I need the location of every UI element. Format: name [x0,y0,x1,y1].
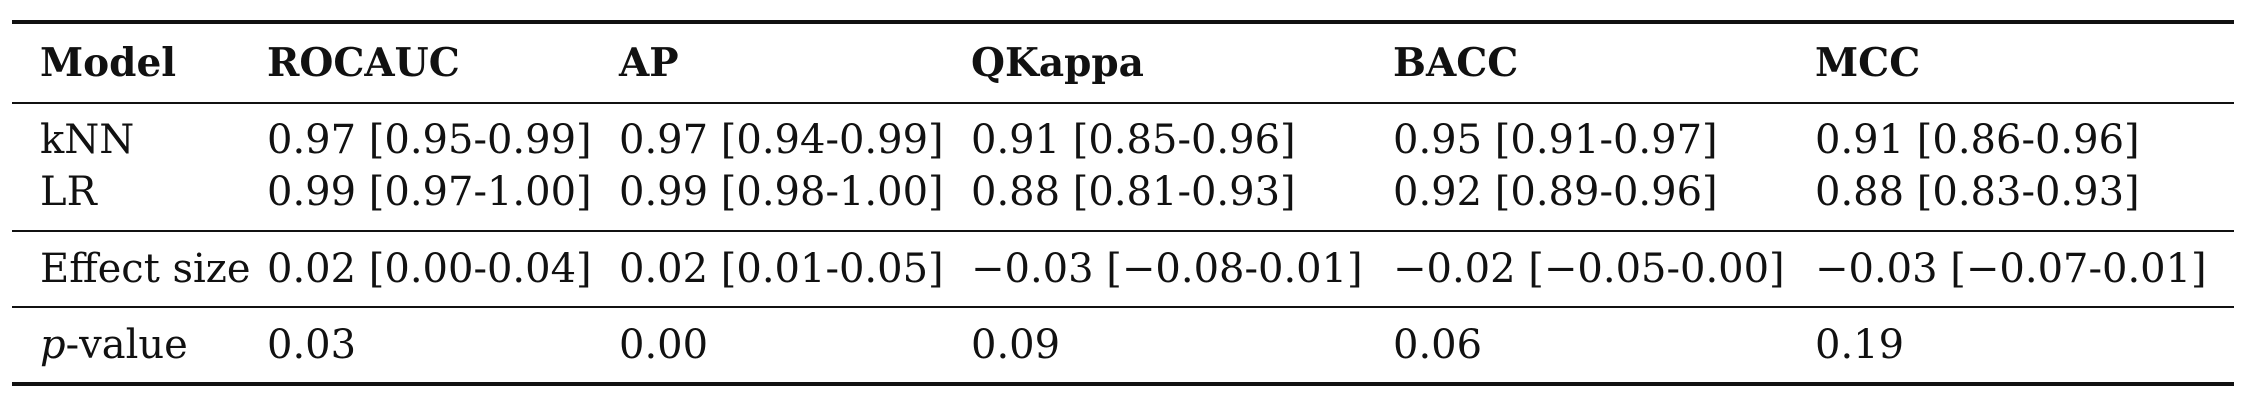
row-label: Effect size [40,246,251,292]
table-cell: 0.02 [0.01-0.05] [619,246,944,292]
table-header-row [12,24,2234,102]
header-ap: AP [619,40,679,86]
table-row-p-value [12,308,2234,382]
table-cell: 0.88 [0.81-0.93] [971,169,1296,215]
table-cell: 0.99 [0.97-1.00] [267,169,592,215]
row-label: LR [40,169,97,215]
table-row-effect-size [12,232,2234,306]
table-cell: 0.88 [0.83-0.93] [1815,169,2140,215]
bottom-rule [12,382,2234,386]
table-cell: 0.99 [0.98-1.00] [619,169,944,215]
header-qkappa: QKappa [971,40,1144,86]
model-rows [12,104,2234,230]
table-cell: 0.97 [0.95-0.99] [267,117,592,163]
header-rocauc: ROCAUC [267,40,460,86]
table-cell: −0.02 [−0.05-0.00] [1393,246,1785,292]
table-cell: −0.03 [−0.08-0.01] [971,246,1363,292]
header-bacc: BACC [1393,40,1519,86]
table-cell: 0.06 [1393,322,1483,368]
table-cell: 0.97 [0.94-0.99] [619,117,944,163]
table-cell: 0.91 [0.86-0.96] [1815,117,2140,163]
table-row-lr [12,166,2234,218]
row-label: kNN [40,117,135,163]
table-cell: 0.92 [0.89-0.96] [1393,169,1718,215]
table-cell: 0.19 [1815,322,1905,368]
table-cell: 0.02 [0.00-0.04] [267,246,592,292]
table-cell: 0.09 [971,322,1061,368]
header-mcc: MCC [1815,40,1921,86]
header-model: Model [40,40,177,86]
p-label-text: -value [65,322,188,368]
row-label [12,321,267,369]
p-symbol: p [40,322,66,368]
table-cell: −0.03 [−0.07-0.01] [1815,246,2207,292]
table-cell: 0.00 [619,322,709,368]
table-row-knn [12,114,2234,166]
table-cell: 0.03 [267,322,357,368]
table-cell: 0.95 [0.91-0.97] [1393,117,1718,163]
table-cell: 0.91 [0.85-0.96] [971,117,1296,163]
results-table [12,20,2234,386]
